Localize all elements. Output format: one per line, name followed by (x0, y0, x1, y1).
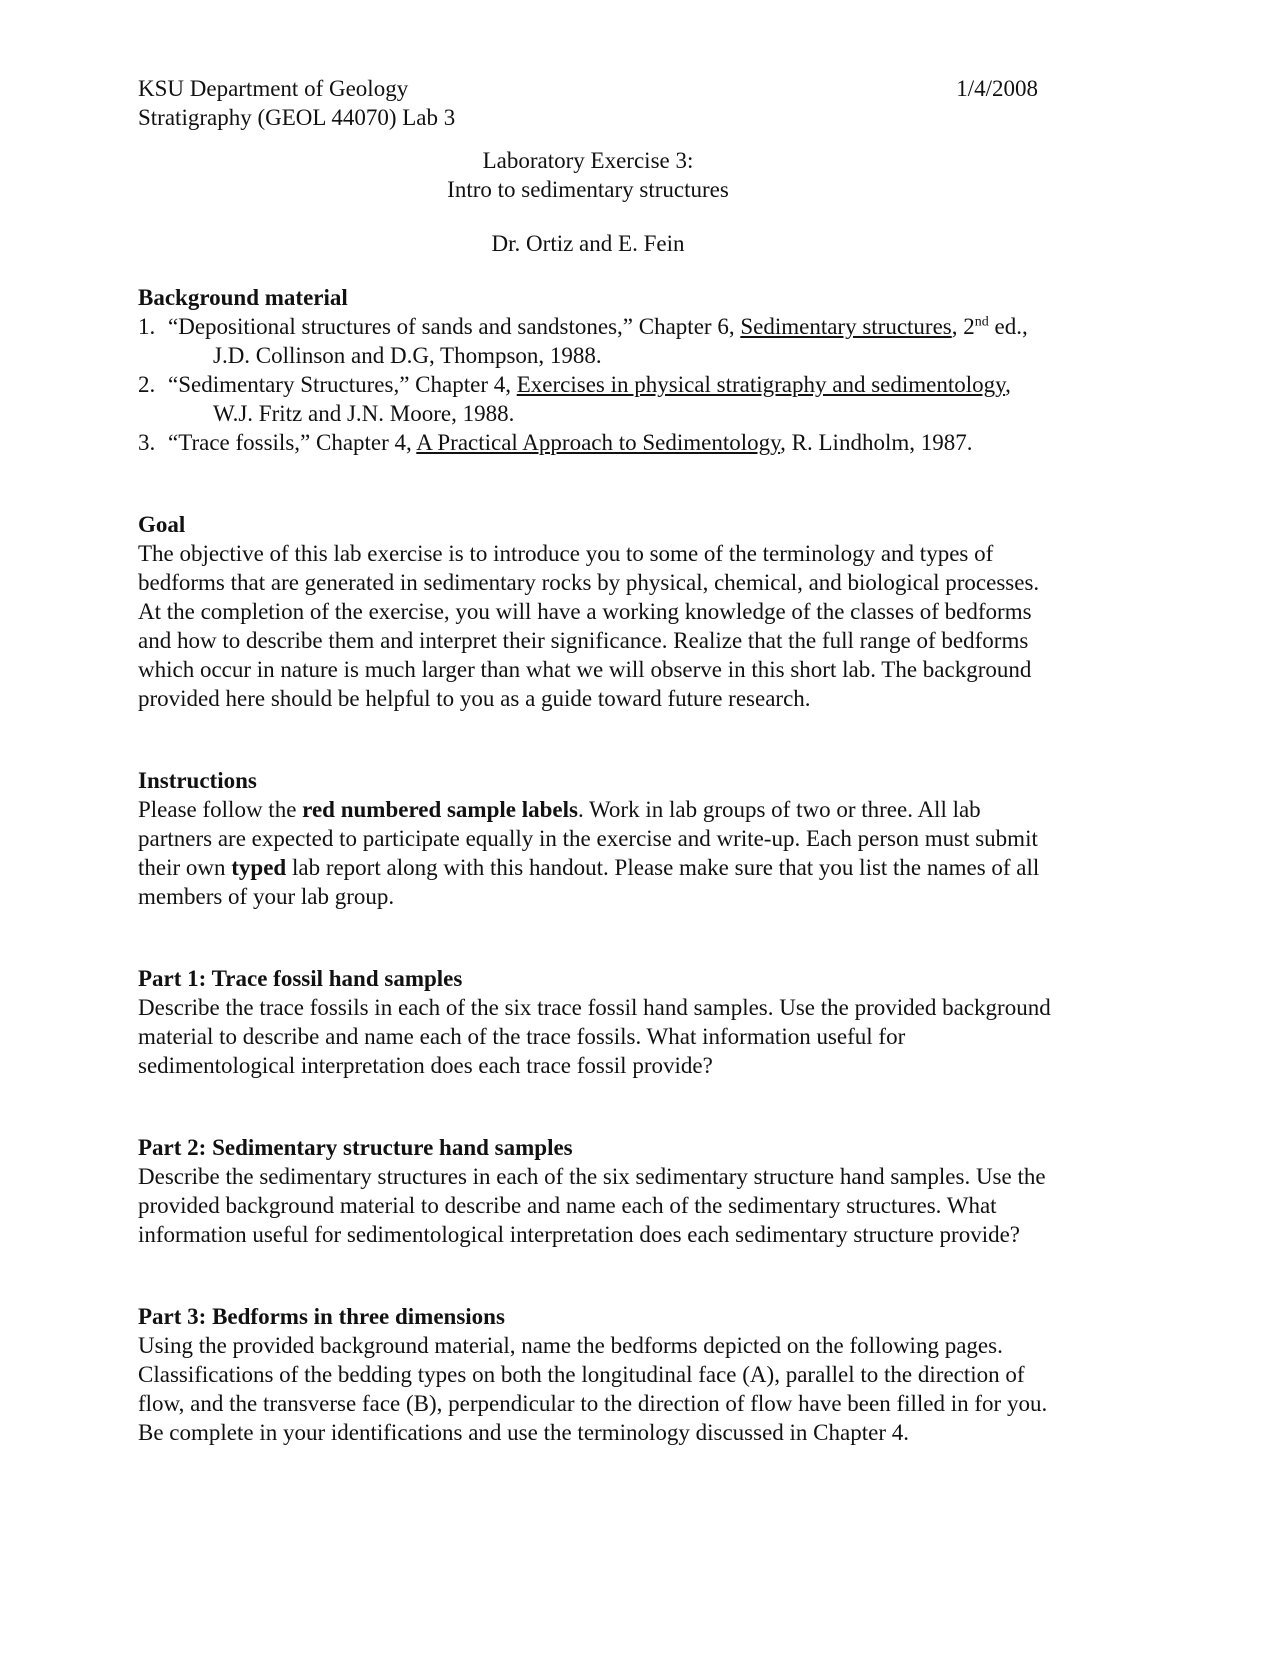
instructions-line (138, 795, 1138, 824)
instructions-text: . Work in lab groups of two or three. All lab (577, 797, 981, 822)
part1-line: Describe the trace fossils in each of the six trace fossil hand samples. Use the provided background (138, 995, 1051, 1020)
instructions-emphasis: red numbered sample labels (302, 797, 578, 822)
reference-text: ed., (988, 314, 1028, 339)
goal-line: bedforms that are generated in sedimentary rocks by physical, chemical, and biological processes. (138, 570, 1040, 595)
instructions-emphasis: typed (231, 855, 287, 880)
part3-line: Using the provided background material, name the bedforms depicted on the following pages. (138, 1333, 1003, 1358)
instructions-line: partners are expected to participate equally in the exercise and write-up. Each person must submit (138, 826, 1038, 851)
goal-line: which occur in nature is much larger than what we will observe in this short lab. The background (138, 657, 1032, 682)
reference-item (138, 312, 1138, 370)
instructions-text: their own (138, 855, 232, 880)
document-page (138, 74, 1138, 1447)
instructions-text: lab report along with this handout. Please make sure that you list the names of all (286, 855, 1040, 880)
exercise-title: Laboratory Exercise 3: (482, 148, 694, 173)
reference-text: “Sedimentary Structures,” Chapter 4, (168, 372, 517, 397)
part1-line: material to describe and name each of the trace fossils. What information useful for (138, 1024, 906, 1049)
part2-section (138, 1133, 1138, 1249)
reference-list (138, 312, 1138, 457)
background-heading: Background material (138, 285, 348, 310)
title-block (138, 146, 1038, 258)
goal-line: provided here should be helpful to you as a guide toward future research. (138, 686, 811, 711)
part3-line: Classifications of the bedding types on both the longitudinal face (A), parallel to the direction of (138, 1362, 1025, 1387)
header-left (138, 74, 455, 132)
part1-line: sedimentological interpretation does each trace fossil provide? (138, 1053, 713, 1078)
instructions-section (138, 766, 1138, 911)
reference-book-title: Exercises in physical stratigraphy and sedimentology (516, 372, 1006, 397)
instructions-text: Please follow the (138, 797, 303, 822)
reference-text: “Depositional structures of sands and sandstones,” Chapter 6, (168, 314, 741, 339)
goal-line: and how to describe them and interpret their significance. Realize that the full range of bedforms (138, 628, 1029, 653)
instructions-line: members of your lab group. (138, 884, 395, 909)
reference-text: , 2 (951, 314, 975, 339)
reference-text: , (1005, 372, 1011, 397)
part2-line: Describe the sedimentary structures in each of the six sedimentary structure hand samples. Use the (138, 1164, 1046, 1189)
document-date: 1/4/2008 (956, 76, 1038, 101)
goal-section (138, 510, 1138, 713)
part3-line: flow, and the transverse face (B), perpendicular to the direction of flow have been filled in for you. (138, 1391, 1048, 1416)
document-header (138, 74, 1038, 132)
reference-number: 2. (138, 372, 156, 397)
superscript: nd (974, 314, 989, 330)
part1-heading: Part 1: Trace fossil hand samples (138, 966, 463, 991)
goal-heading: Goal (138, 512, 186, 537)
part1-section (138, 964, 1138, 1080)
instructions-line (138, 853, 1138, 882)
goal-line: The objective of this lab exercise is to introduce you to some of the terminology and types of (138, 541, 994, 566)
part2-heading: Part 2: Sedimentary structure hand samples (138, 1135, 573, 1160)
reference-number: 3. (138, 430, 156, 455)
part3-heading: Part 3: Bedforms in three dimensions (138, 1304, 505, 1329)
course-name: Stratigraphy (GEOL 44070) Lab 3 (138, 105, 456, 130)
reference-item (138, 428, 1138, 457)
reference-authors: W.J. Fritz and J.N. Moore, 1988. (213, 401, 515, 426)
authors: Dr. Ortiz and E. Fein (491, 231, 685, 256)
reference-text: “Trace fossils,” Chapter 4, (168, 430, 417, 455)
goal-line: At the completion of the exercise, you will have a working knowledge of the classes of bedforms (138, 599, 1032, 624)
reference-book-title: A Practical Approach to Sedimentology (416, 430, 781, 455)
part2-line: information useful for sedimentological interpretation does each sedimentary structure provide? (138, 1222, 1021, 1247)
reference-authors: J.D. Collinson and D.G, Thompson, 1988. (213, 343, 602, 368)
part3-section (138, 1302, 1138, 1447)
part2-line: provided background material to describe and name each of the sedimentary structures. What (138, 1193, 997, 1218)
exercise-subtitle: Intro to sedimentary structures (447, 177, 729, 202)
reference-text: , R. Lindholm, 1987. (780, 430, 973, 455)
reference-book-title: Sedimentary structures (740, 314, 952, 339)
instructions-heading: Instructions (138, 768, 257, 793)
department-name: KSU Department of Geology (138, 76, 409, 101)
reference-item (138, 370, 1138, 428)
part3-line: Be complete in your identifications and use the terminology discussed in Chapter 4. (138, 1420, 909, 1445)
reference-number: 1. (138, 314, 156, 339)
background-section (138, 283, 1138, 457)
